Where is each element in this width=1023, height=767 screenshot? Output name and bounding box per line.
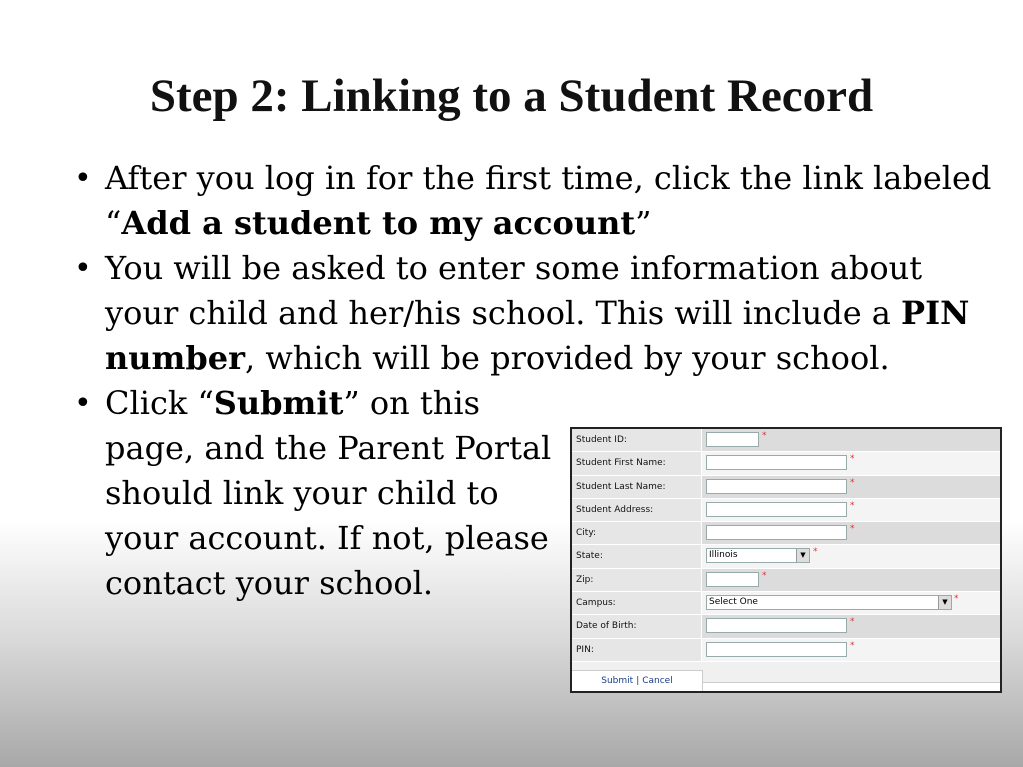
bullet-item bbox=[74, 156, 1004, 246]
dob-input[interactable] bbox=[706, 618, 847, 633]
bullet-text: You will be asked to enter some information about your child and her/his school. This will include a bbox=[105, 249, 923, 332]
field-label: Student Last Name: bbox=[572, 476, 702, 498]
form-row-dob bbox=[572, 615, 1000, 638]
bullet-text: After you log in for the first time, click the link labeled “ bbox=[105, 159, 992, 242]
form-row-pin bbox=[572, 639, 1000, 662]
bullet-text: Click “ bbox=[105, 384, 214, 422]
field-label: Campus: bbox=[572, 592, 702, 614]
required-marker: * bbox=[954, 594, 959, 605]
campus-select[interactable] bbox=[706, 595, 952, 610]
required-marker: * bbox=[850, 454, 855, 465]
zip-input[interactable] bbox=[706, 572, 759, 587]
required-marker: * bbox=[762, 570, 767, 581]
chevron-down-icon[interactable]: ▼ bbox=[796, 549, 809, 562]
submit-link[interactable]: Submit bbox=[601, 676, 634, 686]
bullet-bold-text: PIN number bbox=[105, 294, 970, 377]
link-separator: | bbox=[636, 676, 640, 686]
student-id-input[interactable] bbox=[706, 432, 759, 447]
form-actions bbox=[572, 670, 703, 691]
campus-select-value: Select One bbox=[709, 597, 758, 608]
form-row-state bbox=[572, 545, 1000, 568]
bullet-text: ” on this page, and the Parent Portal should link your child to your account. If not, please contact your school. bbox=[105, 384, 552, 602]
field-label: Zip: bbox=[572, 569, 702, 591]
first-name-input[interactable] bbox=[706, 455, 847, 470]
bullet-item bbox=[74, 381, 575, 606]
address-input[interactable] bbox=[706, 502, 847, 517]
last-name-input[interactable] bbox=[706, 479, 847, 494]
form-row-zip bbox=[572, 569, 1000, 592]
form-row-city bbox=[572, 522, 1000, 545]
city-input[interactable] bbox=[706, 525, 847, 540]
required-marker: * bbox=[850, 640, 855, 651]
bullet-bold-text: Add a student to my account bbox=[121, 204, 636, 242]
pin-input[interactable] bbox=[706, 642, 847, 657]
field-label: City: bbox=[572, 522, 702, 544]
required-marker: * bbox=[850, 500, 855, 511]
chevron-down-icon[interactable]: ▼ bbox=[938, 596, 951, 609]
required-marker: * bbox=[850, 617, 855, 628]
form-row-student-id bbox=[572, 429, 1000, 452]
field-label: PIN: bbox=[572, 639, 702, 661]
required-marker: * bbox=[850, 477, 855, 488]
field-label: State: bbox=[572, 545, 702, 567]
bullet-dot: • bbox=[74, 251, 92, 286]
form-row-address bbox=[572, 499, 1000, 522]
field-label: Student First Name: bbox=[572, 452, 702, 474]
bullet-text: ” bbox=[635, 204, 652, 242]
cancel-link[interactable]: Cancel bbox=[642, 676, 673, 686]
field-label: Student Address: bbox=[572, 499, 702, 521]
form-row-campus bbox=[572, 592, 1000, 615]
student-link-form bbox=[570, 427, 1002, 693]
state-select[interactable] bbox=[706, 548, 810, 563]
bullet-bold-text: Submit bbox=[213, 384, 344, 422]
required-marker: * bbox=[762, 431, 767, 441]
form-row-last-name bbox=[572, 476, 1000, 499]
required-marker: * bbox=[850, 524, 855, 535]
form-row-first-name bbox=[572, 452, 1000, 475]
bullet-dot: • bbox=[74, 386, 92, 421]
field-label: Student ID: bbox=[572, 429, 702, 451]
required-marker: * bbox=[813, 547, 818, 558]
slide-title: Step 2: Linking to a Student Record bbox=[149, 70, 874, 122]
state-select-value: Illinois bbox=[709, 550, 738, 561]
bullet-item bbox=[74, 246, 1004, 381]
bullet-dot: • bbox=[74, 161, 92, 196]
field-label: Date of Birth: bbox=[572, 615, 702, 637]
bullet-text: , which will be provided by your school. bbox=[244, 339, 890, 377]
